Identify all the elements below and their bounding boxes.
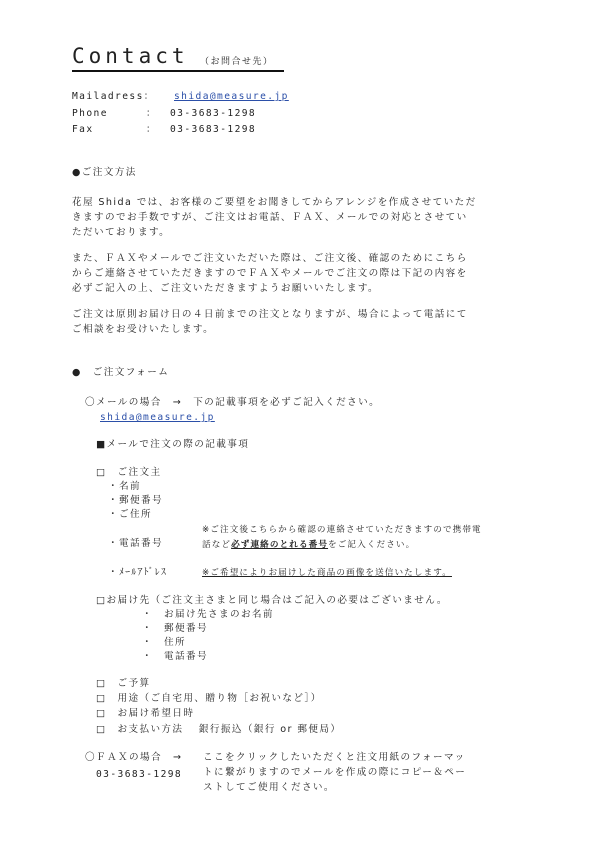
- phone-value: 03-3683-1298: [170, 108, 257, 119]
- phone-label: Phone: [72, 108, 108, 119]
- mail-label: Mailadress：: [72, 91, 155, 102]
- fax-case-number: 03-3683-1298: [96, 769, 183, 780]
- method-heading: ●ご注文方法: [72, 167, 137, 178]
- mail-case: 〇メールの場合 → 下の記載事項を必ずご記入ください。: [85, 397, 381, 408]
- method-p1-line3: ただいております。: [72, 227, 171, 238]
- fax-case: 〇ＦＡＸの場合 →: [85, 752, 183, 763]
- fax-text-line2[interactable]: トに繋がりますのでメールを作成の際にコピー＆ペー: [203, 767, 467, 778]
- fax-label: Fax: [72, 124, 94, 135]
- orderer-item-name: ・名前: [108, 481, 141, 492]
- method-p2-line1: また、ＦＡＸやメールでご注文いただいた際は、ご注文後、確認のためにこちら: [72, 253, 468, 264]
- orderer-item-postal: ・郵便番号: [108, 495, 163, 506]
- method-p1-line2: きますのでお手数ですが、ご注文はお電話、ＦＡＸ、メールでの対応とさせてい: [72, 212, 468, 223]
- delivery-item-postal: ・ 郵便番号: [142, 623, 208, 634]
- method-p2-line2: からご連絡させていただきますのでＦＡＸやメールでご注文の際は下記の内容を: [72, 268, 468, 279]
- mail-link[interactable]: shida@measure.jp: [174, 91, 289, 102]
- budget-item: □ ご予算: [96, 678, 151, 689]
- orderer-item-email: ・ﾒｰﾙｱﾄﾞﾚｽ: [108, 567, 168, 578]
- fax-text-line3[interactable]: ストしてご使用ください。: [203, 782, 335, 793]
- delivery-item-address: ・ 住所: [142, 637, 186, 648]
- orderer-item-phone: ・電話番号: [108, 538, 163, 549]
- purpose-item: □ 用途（ご自宅用、贈り物［お祝いなど］）: [96, 693, 322, 704]
- method-p2-line3: 必ずご記入の上、ご注文いただきますようお願いいたします。: [72, 283, 380, 294]
- delivery-heading: □お届け先（ご注文主さまと同じ場合はご記入の必要はございません。: [96, 595, 448, 606]
- phone-colon: ：: [146, 108, 157, 119]
- items-heading: ■メールで注文の際の記載事項: [96, 439, 250, 450]
- title-underline: [72, 70, 284, 72]
- fax-colon: ：: [146, 124, 157, 135]
- phone-note-part3: をご記入ください。: [328, 540, 416, 550]
- method-p3-line2: ご相談をお受けいたします。: [72, 324, 215, 335]
- phone-note-line1: ※ご注文後こちらから確認の連絡させていただきますので携帯電: [202, 525, 482, 535]
- orderer-heading: □ ご注文主: [96, 467, 162, 478]
- orderer-item-address: ・ご住所: [108, 509, 152, 520]
- phone-note-line2: [202, 539, 415, 552]
- email-note: ※ご希望によりお届けした商品の画像を送信いたします。: [202, 568, 452, 578]
- form-heading: ● ご注文フォーム: [72, 367, 170, 378]
- delivery-item-phone: ・ 電話番号: [142, 651, 208, 662]
- fax-value: 03-3683-1298: [170, 124, 257, 135]
- page-title: Contact: [72, 44, 189, 68]
- method-p3-line1: ご注文は原則お届け日の４日前までの注文となりますが、場合によって電話にて: [72, 309, 468, 320]
- delivery-date-item: □ お届け希望日時: [96, 708, 195, 719]
- payment-item: □ お支払い方法 銀行振込（銀行 or 郵便局）: [96, 724, 342, 735]
- method-p1-line1: 花屋 Shida では、お客様のご要望をお聞きしてからアレンジを作成させていただ: [72, 197, 477, 208]
- delivery-item-name: ・ お届け先さまのお名前: [142, 609, 274, 620]
- fax-text-line1[interactable]: ここをクリックしたいただくと注文用紙のフォーマッ: [203, 752, 466, 763]
- phone-note-part1: 話など: [202, 540, 232, 550]
- order-mail-link[interactable]: shida@measure.jp: [100, 412, 215, 423]
- page-subtitle: （お問合せ先）: [200, 57, 274, 67]
- phone-note-emphasis: 必ず連絡のとれる番号: [231, 540, 329, 550]
